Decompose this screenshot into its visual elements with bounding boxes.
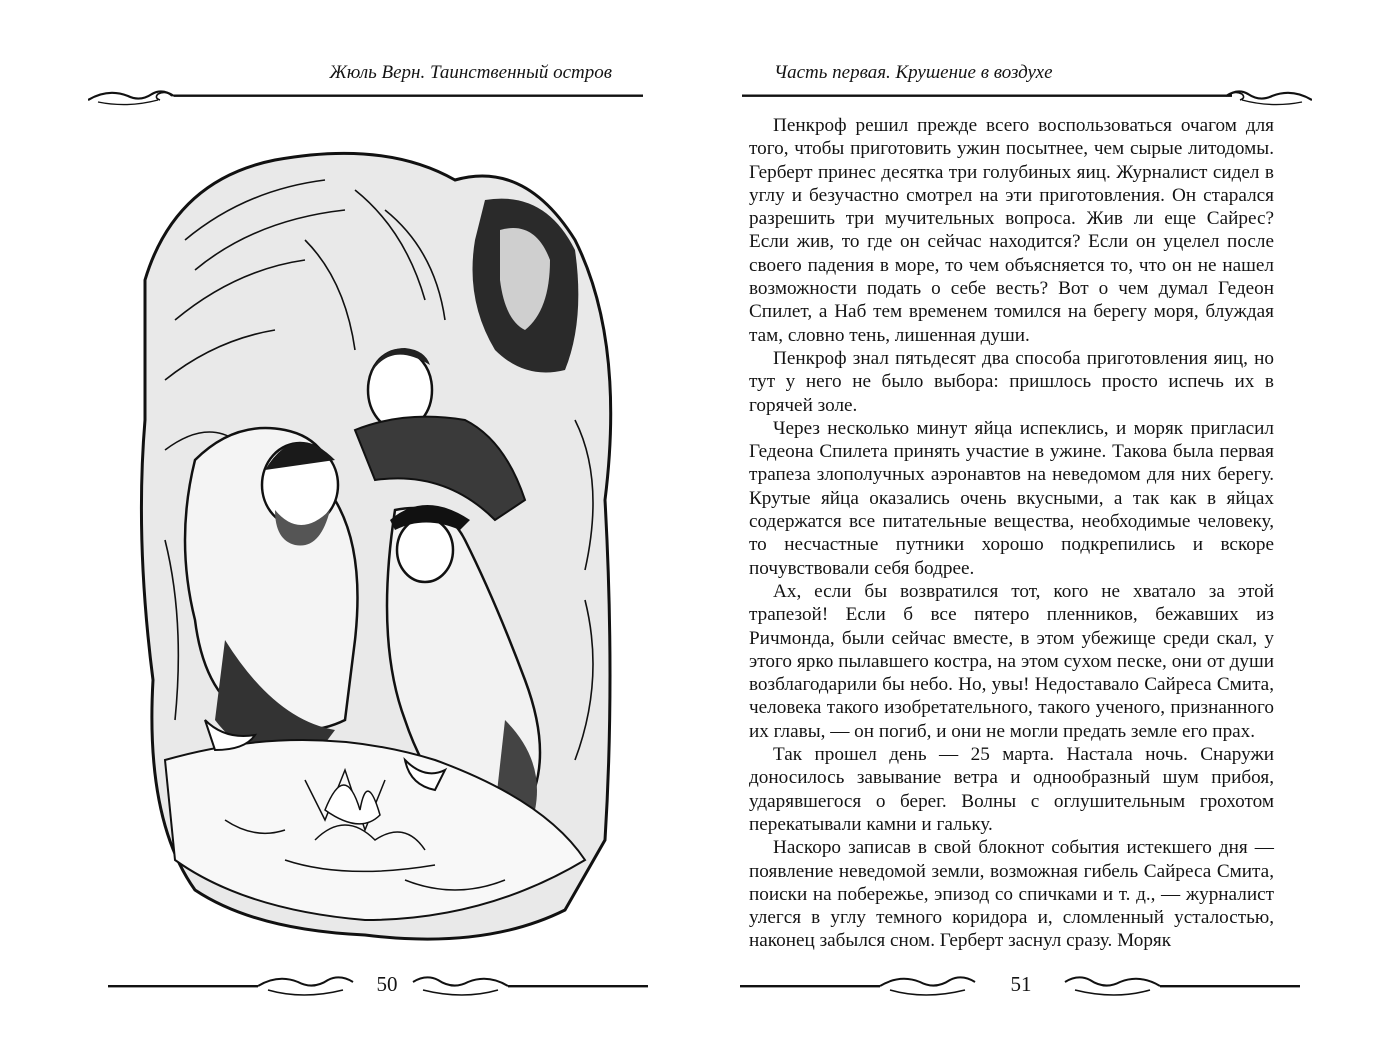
ornamental-rule-top-right [742, 82, 1312, 108]
paragraph: Так прошел день — 25 марта. Настала ночь. Снаружи доносилось завывание ветра и однообразный шум прибоя, ударявшегося о берег. Волны с оглушительным грохотом перекатывали камни и гальку. [749, 744, 1274, 835]
paragraph: Пенкроф решил прежде всего воспользоваться очагом для того, чтобы приготовить ужин посытнее, чем сырые литодомы. Герберт принес десятка три голубиных яиц. Журналист сидел в углу и безучастно смотрел на эти приготовления. Он старался разрешить три мучительных вопроса. Жив ли еще Сайрес? Если жив, то где он сейчас находится? Если он уцелел после своего падения в море, то чем объясняется то, что он не нашел возможности подать о себе весть? Вот о чем думал Гедеон Спилет, а Наб тем временем томился на берегу моря, блуждая там, словно тень, лишенная души. [749, 115, 1274, 346]
body-text [749, 114, 1274, 953]
ornamental-rule-top-left [88, 82, 643, 108]
paragraph: Ах, если бы возвратился тот, кого не хватало за этой трапезой! Если б все пятеро пленников, бежавших из Ричмонда, были сейчас вместе, в этом убежище среди скал, у этого ярко пылавшего костра, на этом сухом песке, они от души возблагодарили бы небо. Но, увы! Недоставало Сайреса Смита, человека такого изобретательного, такого ученого, признанного их главы, — он погиб, и они не могли предать земле его прах. [749, 580, 1274, 742]
paragraph: Через несколько минут яйца испеклись, и моряк пригласил Гедеона Спилета принять участие в ужине. Такова была первая трапеза злополучных аэронавтов на неведомом для них берегу. Крутые яйца оказались очень вкусными, а так как в яйцах содержатся все питательные вещества, необходимые человеку, то несчастные путники хорошо подкрепились и вскоре почувствовали себя бодрее. [749, 417, 1274, 579]
paragraph: Наскоро записав в свой блокнот события истекшего дня — появление неведомой земли, возможная гибель Сайреса Смита, поиски на побережье, эпизод со спичками и т. д., — журналист улегся в углу темного коридора и, сломленный усталостью, наконец забылся сном. Герберт заснул сразу. Моряк [749, 837, 1274, 952]
engraving-men-by-fire-in-cave [105, 120, 650, 965]
running-head-left: Жюль Верн. Таинственный остров [329, 62, 612, 83]
page-number-left: 50 [362, 972, 412, 997]
paragraph: Пенкроф знал пятьдесят два способа приготовления яиц, но тут у него не было выбора: пришлось просто испечь их в горячей золе. [749, 347, 1274, 416]
page-number-right: 51 [996, 972, 1046, 997]
right-page [700, 0, 1400, 1064]
running-head-right: Часть первая. Крушение в воздухе [774, 62, 1053, 83]
